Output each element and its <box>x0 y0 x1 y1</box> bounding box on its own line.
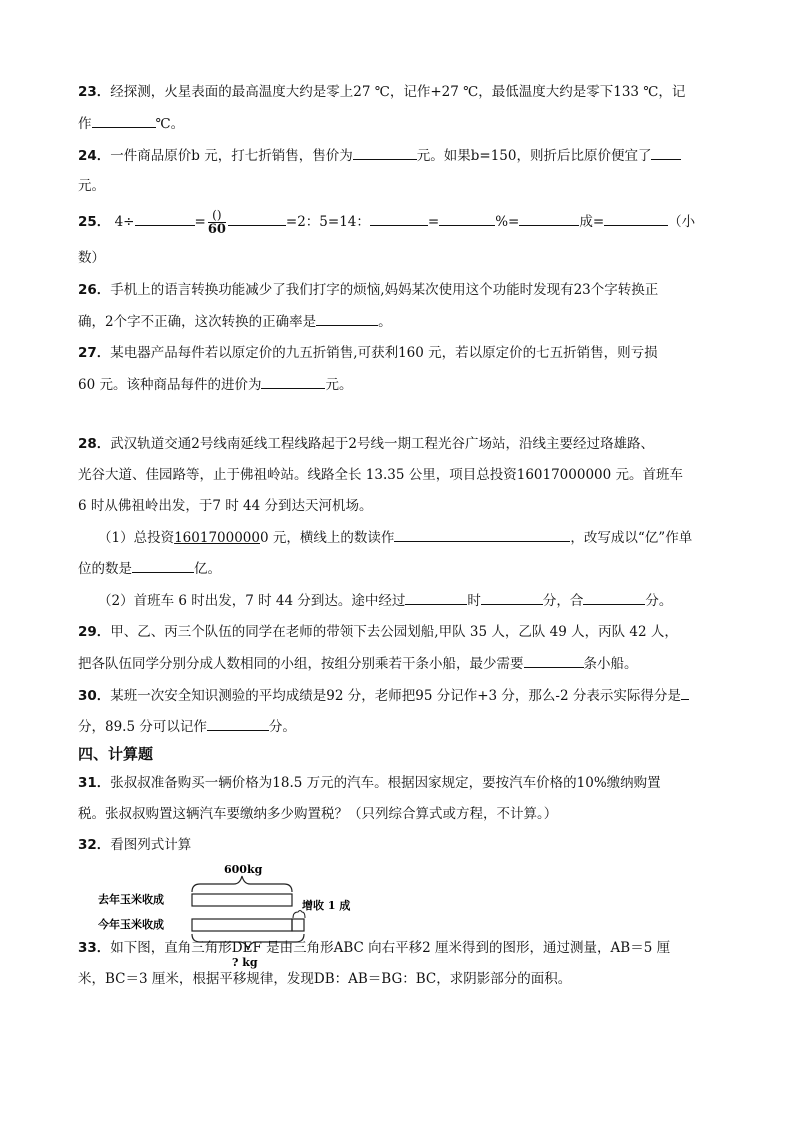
q29-line1 <box>78 622 678 642</box>
q24-text-b: 元。如果b=150，则折后比原价便宜了 <box>416 148 652 164</box>
q23-text: 经探测，火星表面的最高温度大约是零上27 ℃，记作+27 ℃，最低温度大约是零下133 ℃，记 <box>110 84 686 100</box>
q23-line2 <box>78 113 184 134</box>
q33-text-2: 米，BC＝3 厘米，根据平移规律，发现DB：AB＝BG：BC，求阴影部分的面积。 <box>78 971 572 987</box>
fraction-denominator: 60 <box>207 222 226 237</box>
increase-label: 增收 1 成 <box>302 899 351 912</box>
q26-text-a: 确，2个字不正确，这次转换的正确率是 <box>78 314 317 330</box>
q23-line1 <box>78 82 685 102</box>
q25-text-f: （小 <box>668 214 696 230</box>
q29-line2 <box>78 653 638 674</box>
question-number: 27． <box>78 345 111 361</box>
answer-blank[interactable] <box>524 653 584 668</box>
q28-part1-line2 <box>78 558 221 579</box>
q27-text-b: 元。 <box>325 377 353 393</box>
q25-text-e: 成= <box>579 214 605 230</box>
q29-text: 甲、乙、丙三个队伍的同学在老师的带领下去公园划船,甲队 35 人，乙队 49 人，丙队 42 人， <box>110 624 678 640</box>
q28-part1-line1 <box>98 527 692 548</box>
q33-line1 <box>78 938 670 958</box>
q31-text-2: 税。张叔叔购置这辆汽车要缴纳多少购置税？（只列综合算式或方程，不计算。） <box>78 806 558 822</box>
q25-text-c: = <box>427 214 440 230</box>
q24-text-c: 元。 <box>78 178 105 194</box>
answer-blank[interactable] <box>604 211 668 226</box>
answer-blank[interactable] <box>353 145 417 160</box>
answer-blank[interactable] <box>207 716 269 731</box>
fraction <box>208 208 226 237</box>
answer-blank[interactable] <box>405 590 467 605</box>
question-number: 28． <box>78 436 111 452</box>
last-year-bar <box>192 894 292 906</box>
q26-line1 <box>78 280 658 300</box>
q28-p1-text-c: ，改写成以“亿”作单 <box>570 530 693 546</box>
q25-text-g: 数） <box>78 250 105 266</box>
q27-line2 <box>78 374 352 395</box>
answer-blank[interactable] <box>681 685 689 700</box>
question-number: 24． <box>78 148 111 164</box>
top-label: 600kg <box>224 863 263 876</box>
q26-line2 <box>78 311 392 332</box>
question-number: 33． <box>78 940 111 956</box>
answer-blank[interactable] <box>92 113 156 128</box>
row1-label: 去年玉米收成 <box>98 893 164 906</box>
q25-text-d: %= <box>495 214 520 230</box>
question-number: 32． <box>78 837 111 853</box>
question-number: 25． <box>78 214 111 230</box>
q26-text: 手机上的语言转换功能减少了我们打字的烦恼,妈妈某次使用这个功能时发现有23个字转换正 <box>110 282 659 298</box>
answer-blank[interactable] <box>439 211 495 226</box>
answer-blank[interactable] <box>481 590 543 605</box>
q28-p2-text-b: 时 <box>467 593 481 609</box>
question-number: 23． <box>78 84 111 100</box>
q25-text-b: =2：5=14： <box>285 214 370 230</box>
q26-text-b: 。 <box>378 314 392 330</box>
q31-line2 <box>78 804 557 824</box>
answer-blank[interactable] <box>132 558 194 573</box>
bottom-label: ? kg <box>232 956 258 969</box>
q28-text-2: 光谷大道、佳园路等，止于佛祖岭站。线路全长 13.35 公里，项目总投资16017000000 元。首班车 <box>78 467 684 483</box>
q30-text: 某班一次安全知识测验的平均成绩是92 分，老师把95 分记作+3 分，那么-2 分表示实际得分是 <box>110 688 681 704</box>
question-number: 31． <box>78 775 111 791</box>
q24-text-a: 一件商品原价b 元，打七折销售，售价为 <box>110 148 353 164</box>
q23-text-a: 作 <box>78 116 92 132</box>
q31-text-1: 张叔叔准备购买一辆价格为18.5 万元的汽车。根据因家规定，要按汽车价格的10%缴纳购置 <box>110 775 661 791</box>
q28-line2 <box>78 465 683 485</box>
q33-text-1: 如下图，直角三角形DEF 是由三角形ABC 向右平移2 厘米得到的图形，通过测量，AB＝5 厘 <box>110 940 671 956</box>
q27-text: 某电器产品每件若以原定价的九五折销售,可获利160 元，若以原定价的七五折销售，则亏损 <box>110 345 658 361</box>
q28-p2-text-d: 分。 <box>645 593 673 609</box>
q30-line1 <box>78 685 689 706</box>
q28-p1-text-d: 位的数是 <box>78 561 132 577</box>
q27-text-a: 60 元。该种商品每件的进价为 <box>78 377 262 393</box>
q28-p2-text-c: 分，合 <box>542 593 584 609</box>
answer-blank[interactable] <box>316 311 378 326</box>
q28-p1-text-b: 0 元，横线上的数读作 <box>260 530 395 546</box>
q30-text-b: 分。 <box>268 719 296 735</box>
top-brace <box>192 876 292 892</box>
q25-text-a: 4÷ <box>114 214 135 230</box>
q28-line1 <box>78 434 654 454</box>
row2-label: 今年玉米收成 <box>98 918 164 931</box>
this-year-bar <box>192 919 292 931</box>
question-number: 30． <box>78 688 111 704</box>
q30-text-a: 分，89.5 分可以记作 <box>78 719 207 735</box>
answer-blank[interactable] <box>651 145 681 160</box>
q23-text-b: ℃。 <box>155 116 185 132</box>
q32-text: 看图列式计算 <box>110 837 192 853</box>
q25-line2 <box>78 248 105 268</box>
q28-text-3: 6 时从佛祖岭出发，于7 时 44 分到达天河机场。 <box>78 498 373 514</box>
q25-line1: 25． 4÷ = $\frac{()}{60}$ =2：5=14： = %= 成= （小 <box>78 208 696 237</box>
q30-line2 <box>78 716 296 737</box>
q24-line2 <box>78 176 105 196</box>
answer-blank[interactable] <box>519 211 579 226</box>
q28-p1-text-e: 亿。 <box>194 561 221 577</box>
q28-p1-text-a: （1）总投资 <box>98 530 175 546</box>
answer-blank[interactable] <box>228 211 286 226</box>
q28-p2-text-a: （2）首班车 6 时出发，7 时 44 分到达。途中经过 <box>98 593 406 609</box>
q29-text-a: 把各队伍同学分别分成人数相同的小组，按组分别乘若干条小船，最少需要 <box>78 656 524 672</box>
q27-line1 <box>78 343 658 363</box>
q29-text-b: 条小船。 <box>583 656 638 672</box>
q24-line1 <box>78 145 681 166</box>
answer-blank[interactable] <box>394 527 570 542</box>
increase-segment <box>292 919 304 931</box>
answer-blank[interactable] <box>135 211 195 226</box>
section-heading: 四、计算题 <box>78 745 154 763</box>
q28-text-1: 武汉轨道交通2号线南延线工程线路起于2号线一期工程光谷广场站，沿线主要经过珞雄路、 <box>110 436 654 452</box>
answer-blank[interactable] <box>583 590 645 605</box>
q28-part2 <box>98 590 672 611</box>
q28-line3 <box>78 496 373 516</box>
q31-line1 <box>78 773 661 793</box>
fraction-numerator: () <box>208 208 226 223</box>
question-number: 29． <box>78 624 111 640</box>
q33-line2 <box>78 969 571 989</box>
answer-blank[interactable] <box>261 374 325 389</box>
q32-line <box>78 835 191 855</box>
question-number: 26． <box>78 282 111 298</box>
q28-p1-underlined-number: 1601700000 <box>174 530 260 546</box>
answer-blank[interactable] <box>370 211 428 226</box>
